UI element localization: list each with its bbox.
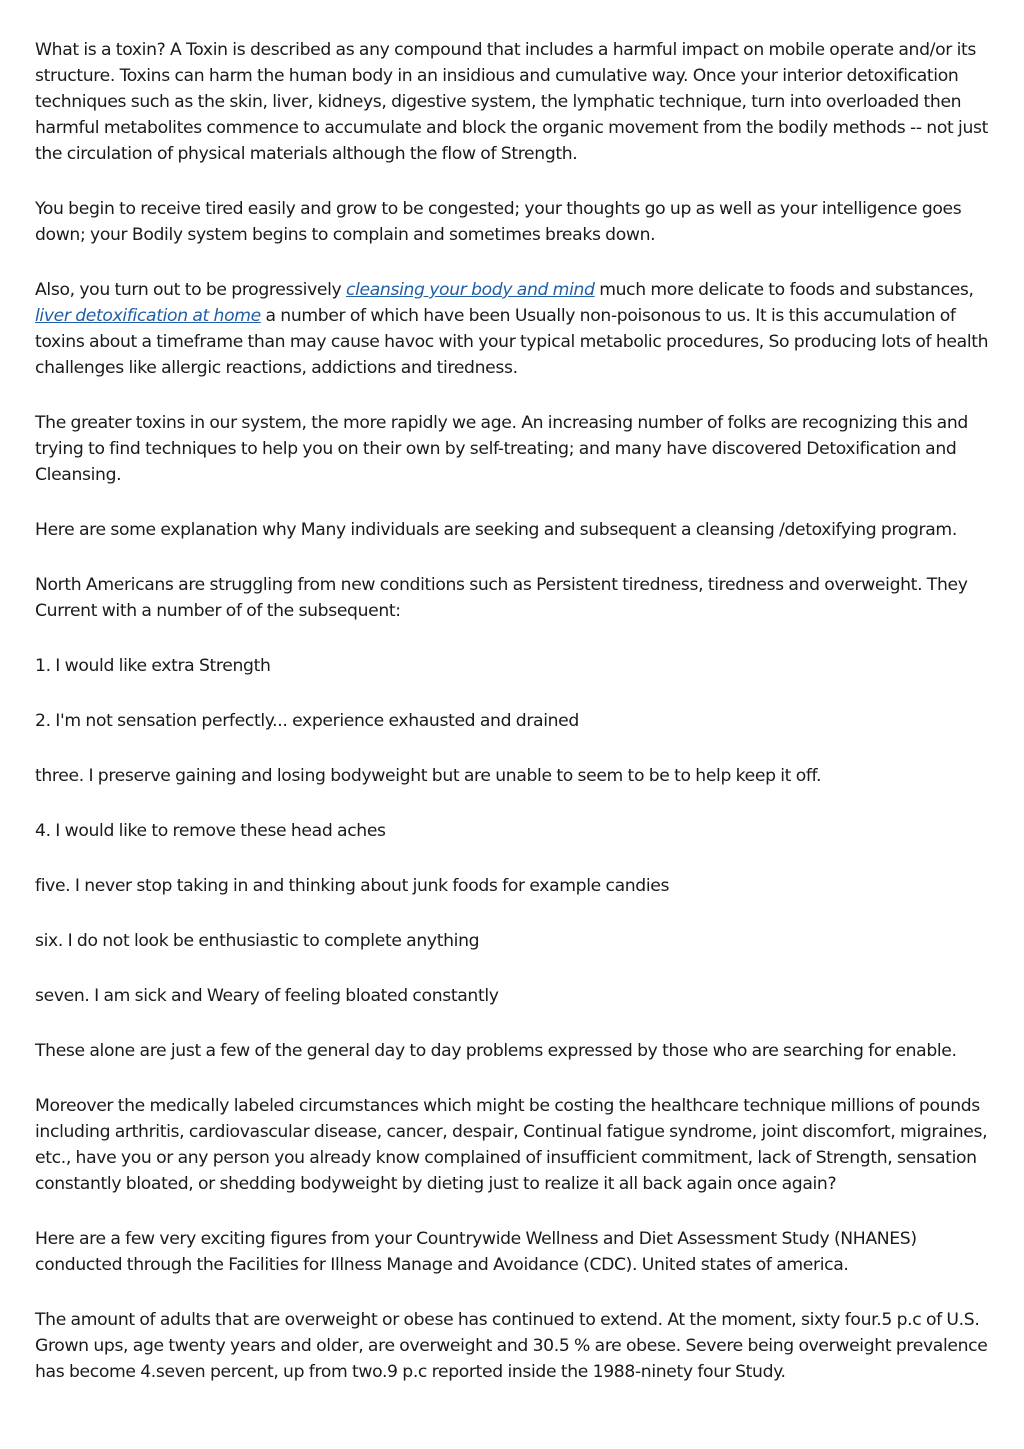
list-item: seven. I am sick and Weary of feeling bloated constantly (35, 986, 499, 1006)
paragraph-text: Also, you turn out to be progressively (35, 280, 346, 300)
paragraph-reasons: Here are some explanation why Many individuals are seeking and subsequent a cleansing /detoxifying program. (35, 520, 957, 540)
link-cleansing-body-mind[interactable]: cleansing your body and mind (345, 280, 595, 300)
paragraph-tiredness: You begin to receive tired easily and grow to be congested; your thoughts go up as well as your intelligence goes down; your Bodily system begins to complain and sometimes breaks down. (35, 199, 962, 245)
paragraph-medical-conditions: Moreover the medically labeled circumstances which might be costing the healthcare technique millions of pounds including arthritis, cardiovascular disease, cancer, despair, Continual fatigue syndrome, joint discomfort, migraines, etc., have you or any person you already know complained of insufficient commitment, lack of Strength, sensation constantly bloated, or shedding bodyweight by dieting just to realize it all back again once again? (35, 1096, 988, 1194)
paragraph-aging: The greater toxins in our system, the more rapidly we age. An increasing number of folks are recognizing this and trying to find techniques to help you on their own by self-treating; and many have discovered Detoxification and Cleansing. (35, 413, 968, 485)
list-item: five. I never stop taking in and thinking about junk foods for example candies (35, 876, 670, 896)
list-item: 4. I would like to remove these head aches (35, 821, 386, 841)
paragraph-north-americans: North Americans are struggling from new conditions such as Persistent tiredness, tiredness and overweight. They Current with a number of of the subsequent: (35, 575, 968, 621)
list-item: 2. I'm not sensation perfectly... experience exhausted and drained (35, 711, 579, 731)
list-item: six. I do not look be enthusiastic to complete anything (35, 931, 480, 951)
paragraph-text: a number of which have been Usually non-poisonous to us. It is this accumulation of toxins about a timeframe than may cause havoc with your typical metabolic procedures, So producing lots of health challenges like allergic reactions, addictions and tiredness. (35, 306, 989, 378)
paragraph-text: much more delicate to foods and substances, (594, 280, 974, 300)
list-item: three. I preserve gaining and losing bodyweight but are unable to seem to be to help keep it off. (35, 766, 822, 786)
paragraph-statistics: The amount of adults that are overweight or obese has continued to extend. At the moment, sixty four.5 p.c of U.S. Grown ups, age twenty years and older, are overweight and 30.5 % are obese. Severe being overweight prevalence has become 4.seven percent, up from two.9 p.c reported inside the 1988-ninety four Study. (35, 1310, 988, 1382)
paragraph-common-problems: These alone are just a few of the general day to day problems expressed by those who are searching for enable. (35, 1041, 957, 1061)
document-body (35, 37, 990, 1414)
paragraph-nhanes: Here are a few very exciting figures from your Countrywide Wellness and Diet Assessment Study (NHANES) conducted through the Facilities for Illness Manage and Avoidance (CDC). United states of america. (35, 1229, 917, 1275)
link-liver-detoxification[interactable]: liver detoxification at home (35, 306, 261, 326)
list-item: 1. I would like extra Strength (35, 656, 271, 676)
paragraph-toxin-definition: What is a toxin? A Toxin is described as any compound that includes a harmful impact on mobile operate and/or its structure. Toxins can harm the human body in an insidious and cumulative way. Once your interior detoxification techniques such as the skin, liver, kidneys, digestive system, the lymphatic technique, turn into overloaded then harmful metabolites commence to accumulate and block the organic movement from the bodily methods -- not just the circulation of physical materials although the flow of Strength. (35, 40, 988, 164)
paragraph-sensitivity (35, 277, 990, 381)
